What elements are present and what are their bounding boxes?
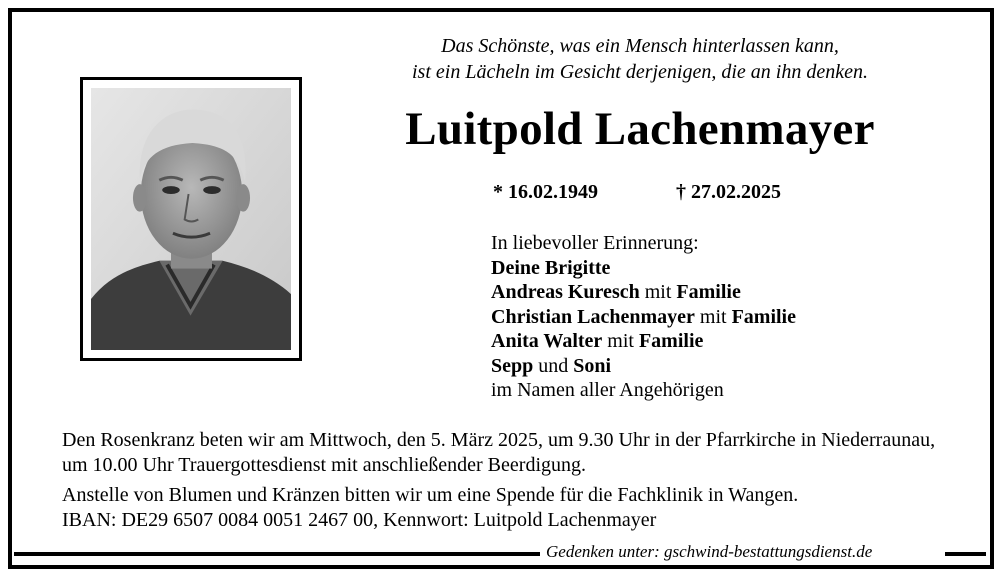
deceased-name: Luitpold Lachenmayer: [405, 103, 875, 155]
footer-rule-left: [14, 552, 540, 556]
motto-line-2: ist ein Lächeln im Gesicht derjenigen, die an ihn denken.: [411, 61, 868, 83]
donation-iban: IBAN: DE29 6507 0084 0051 2467 00, Kennwort: Luitpold Lachenmayer: [62, 508, 657, 531]
footer-rule-right: [945, 552, 986, 556]
mourner-line: [491, 305, 796, 330]
donation-request: [62, 483, 962, 532]
mourner-line: [491, 329, 796, 354]
portrait-photo: [80, 77, 302, 361]
mourner-line: [491, 280, 796, 305]
memorial-website: Gedenken unter: gschwind-bestattungsdienst.de: [546, 542, 873, 561]
mourner-name: Sepp: [491, 354, 534, 377]
mourners-list: [491, 231, 796, 403]
mourner-conjunction: mit: [699, 305, 727, 328]
birth-date: * 16.02.1949: [493, 181, 598, 203]
mourner-name: Andreas Kuresch: [491, 281, 640, 303]
donation-text: Anstelle von Blumen und Kränzen bitten wir um eine Spende für die Fachklinik in Wangen.: [62, 484, 799, 506]
mourner-conjunction: und: [538, 354, 569, 377]
mourner-family: Familie: [731, 305, 796, 328]
mourner-name: Deine Brigitte: [491, 256, 611, 279]
mourner-conjunction: mit: [607, 330, 634, 352]
mourner-name: Soni: [573, 354, 612, 377]
motto-line-1: Das Schönste, was ein Mensch hinterlassen kann,: [441, 35, 839, 57]
mourner-line: [491, 256, 796, 281]
service-details: Den Rosenkranz beten wir am Mittwoch, den 5. März 2025, um 9.30 Uhr in der Pfarrkirche in Niederraunau, um 10.00 Uhr Trauergottesdienst mit anschließender Beerdigung.: [62, 429, 936, 476]
mourner-name: Anita Walter: [491, 330, 603, 352]
mourner-conjunction: mit: [644, 281, 672, 303]
service-notice: [62, 428, 962, 532]
motto-quote: [330, 33, 950, 85]
mourners-intro: In liebevoller Erinnerung:: [491, 232, 699, 254]
mourner-line: [491, 354, 796, 379]
death-date: † 27.02.2025: [676, 181, 781, 203]
mourners-closing: im Namen aller Angehörigen: [491, 379, 724, 401]
mourner-family: Familie: [638, 330, 704, 352]
mourner-family: Familie: [676, 281, 741, 303]
portrait-image: [91, 88, 291, 350]
mourner-name: Christian Lachenmayer: [491, 305, 695, 328]
